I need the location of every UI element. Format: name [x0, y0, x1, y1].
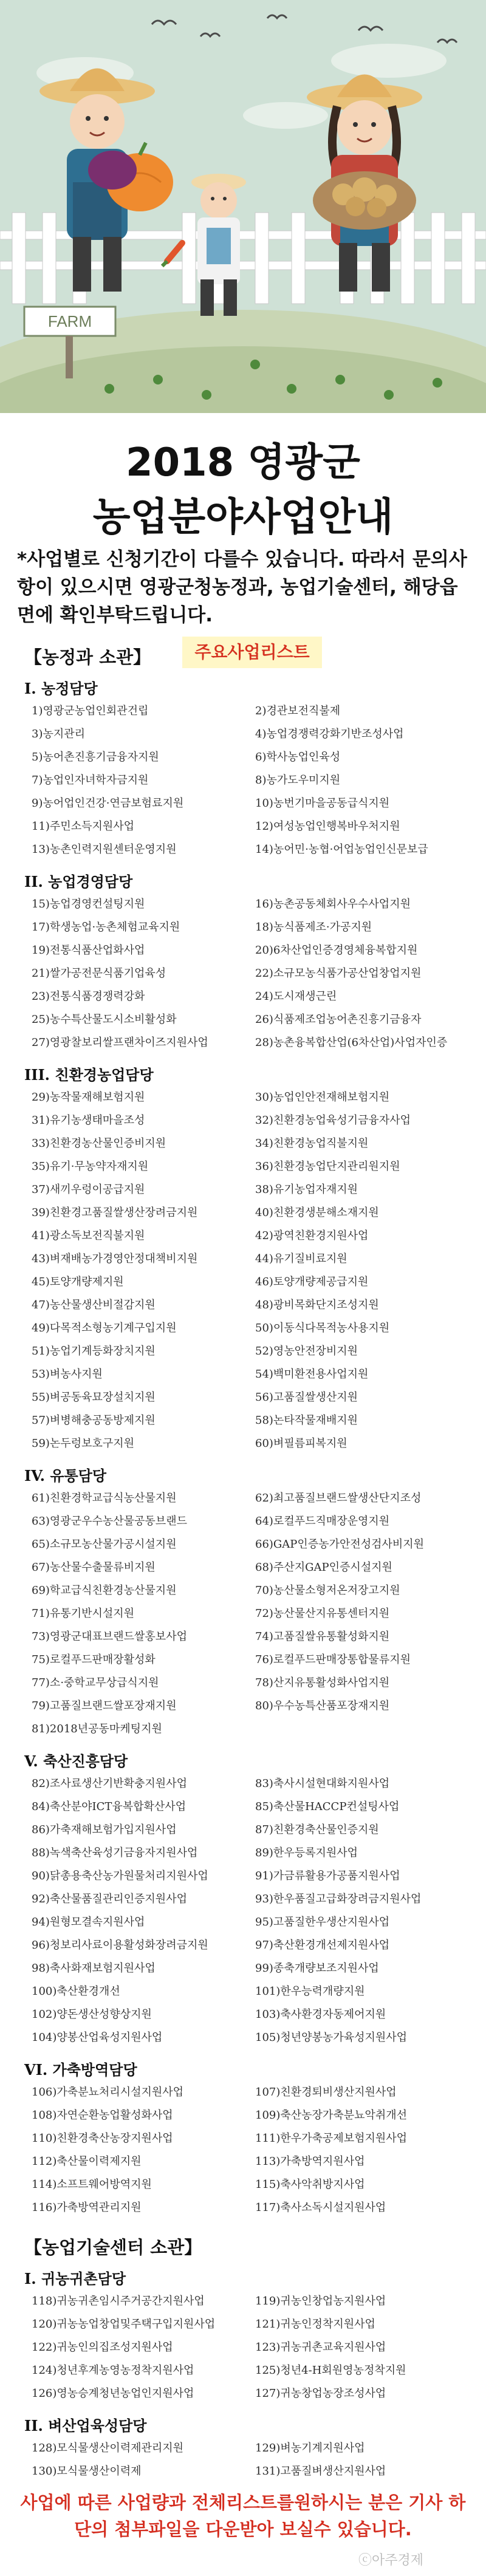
- project-item: 41)광소독보전직불지원: [32, 1229, 145, 1242]
- footer-notice: 사업에 따른 사업량과 전체리스트를원하시는 분은 기사 하단의 첨부파일을 다운받아 보실수 있습니다.: [20, 2492, 466, 2540]
- section-heading: III. 친환경농업담당: [24, 1066, 154, 1084]
- section-heading: VI. 가축방역담당: [24, 2061, 137, 2079]
- project-item: 79)고품질브랜드쌀포장재지원: [32, 1700, 177, 1712]
- project-item: 110)친환경축산농장지원사업: [32, 2132, 173, 2145]
- project-item: 50)이동식다목적농사용지원: [255, 1322, 390, 1334]
- page-title-line1: 2018 영광군: [126, 440, 360, 485]
- project-item: 71)유통기반시설지원: [32, 1607, 135, 1620]
- project-item: 86)가축재해보험가입지원사업: [32, 1823, 177, 1836]
- project-item: 122)귀농인의집조성지원사업: [32, 2341, 173, 2354]
- project-item: 12)여성농업인행복바우처지원: [255, 820, 400, 833]
- project-item: 93)한우품질고급화장려금지원사업: [255, 1893, 422, 1905]
- project-item: 76)로컬푸드판매장통합물류지원: [255, 1653, 411, 1666]
- project-item: 80)우수농특산품포장재지원: [255, 1700, 390, 1712]
- project-item: 46)토양개량제공급지원: [255, 1276, 369, 1288]
- project-item: 89)한우등록지원사업: [255, 1847, 358, 1859]
- project-item: 1)영광군농업인회관건립: [32, 705, 149, 717]
- project-item: 64)로컬푸드직매장운영지원: [255, 1515, 390, 1528]
- project-item: 20)6차산업인증경영체융복합지원: [255, 944, 418, 957]
- project-item: 73)영광군대표브랜드쌀홍보사업: [32, 1630, 187, 1643]
- project-item: 15)농업경영컨설팅지원: [32, 898, 145, 910]
- project-item: 34)친환경농업직불지원: [255, 1137, 369, 1150]
- project-item: 85)축산물HACCP컨설팅사업: [255, 1800, 400, 1813]
- project-item: 94)원형모결속지원사업: [32, 1916, 145, 1929]
- project-item: 16)농촌공동체회사우수사업지원: [255, 898, 411, 910]
- project-item: 65)소규모농산물가공시설지원: [32, 1538, 177, 1551]
- project-item: 52)영농안전장비지원: [255, 1345, 358, 1358]
- project-item: 125)청년4-H회원영농정착지원: [255, 2364, 406, 2377]
- project-item: 77)소·중학교무상급식지원: [32, 1676, 159, 1689]
- project-item: 107)친환경퇴비생산지원사업: [255, 2086, 397, 2099]
- project-item: 126)영농승계청년농업인지원사업: [32, 2387, 194, 2400]
- project-item: 74)고품질쌀유통활성화지원: [255, 1630, 390, 1643]
- farm-illustration: [0, 0, 486, 413]
- project-item: 91)가금류활용가공품지원사업: [255, 1870, 400, 1882]
- project-item: 88)녹색축산육성기금융자지원사업: [32, 1847, 198, 1859]
- project-item: 113)가축방역지원사업: [255, 2155, 365, 2168]
- project-item: 72)농산물산지유통센터지원: [255, 1607, 390, 1620]
- notice-text: *사업별로 신청기간이 다를수 있습니다. 따라서 문의사항이 있으시면 영광군청농정과, 농업기술센터, 해당읍면에 확인부탁드립니다.: [17, 548, 467, 626]
- watermark: ⓒ아주경제: [358, 2553, 424, 2568]
- project-item: 45)토양개량제지원: [32, 1276, 124, 1288]
- project-list: [0, 632, 486, 2478]
- banner-illustration: [0, 0, 486, 413]
- section-heading: I. 농정담당: [24, 680, 98, 697]
- project-item: 49)다목적소형농기계구입지원: [32, 1322, 177, 1334]
- project-item: 37)새끼우렁이공급지원: [32, 1183, 145, 1196]
- project-item: 106)가축분뇨처리시설지원사업: [32, 2086, 184, 2099]
- section-heading: IV. 유통담당: [24, 1467, 107, 1484]
- project-item: 44)유기질비료지원: [255, 1252, 347, 1265]
- project-item: 103)축사환경자동제어지원: [255, 2008, 386, 2021]
- project-item: 10)농번기마을공동급식지원: [255, 797, 390, 810]
- project-item: 123)귀농귀촌교육지원사업: [255, 2341, 386, 2354]
- project-item: 56)고품질쌀생산지원: [255, 1391, 358, 1404]
- project-item: 78)산지유통활성화사업지원: [255, 1676, 390, 1689]
- project-item: 117)축사소독시설지원사업: [255, 2201, 386, 2214]
- footer: [0, 2478, 486, 2576]
- project-item: 105)청년양봉농가육성지원사업: [255, 2031, 408, 2044]
- section-heading: II. 벼산업육성담당: [24, 2417, 147, 2434]
- section-heading: II. 농업경영담당: [24, 873, 133, 890]
- project-item: 32)친환경농업육성기금융자사업: [255, 1114, 411, 1127]
- project-item: 24)도시재생근린: [255, 990, 337, 1003]
- project-item: 104)양봉산업육성지원사업: [32, 2031, 163, 2044]
- project-item: 62)최고품질브랜드쌀생산단지조성: [255, 1492, 422, 1505]
- project-item: 83)축사시설현대화지원사업: [255, 1777, 390, 1790]
- project-item: 130)모식물생산이력제: [32, 2465, 142, 2478]
- project-item: 4)농업경쟁력강화기반조성사업: [255, 728, 404, 740]
- project-item: 36)친환경농업단지관리원지원: [255, 1160, 400, 1173]
- project-item: 127)귀농창업농장조성사업: [255, 2387, 386, 2400]
- project-item: 82)조사료생산기반확충지원사업: [32, 1777, 187, 1790]
- project-item: 68)주산지GAP인증시설지원: [255, 1561, 392, 1574]
- title-area: [0, 413, 486, 656]
- page-title-line2: 농업분야사업안내: [92, 495, 394, 540]
- project-item: 5)농어촌진흥기금융자지원: [32, 751, 159, 764]
- project-item: 121)귀농인정착지원사업: [255, 2318, 375, 2331]
- project-item: 129)벼농기계지원사업: [255, 2442, 365, 2455]
- project-item: 13)농촌인력지원센터운영지원: [32, 843, 177, 856]
- project-item: 11)주민소득지원사업: [32, 820, 135, 833]
- project-item: 38)유기농업자재지원: [255, 1183, 358, 1196]
- list-tag-badge: 주요사업리스트: [182, 637, 322, 668]
- project-item: 35)유기·무농약자재지원: [32, 1160, 149, 1173]
- project-item: 98)축사화재보험지원사업: [32, 1962, 156, 1975]
- project-item: 95)고품질한우생산지원사업: [255, 1916, 390, 1929]
- project-item: 102)양돈생산성향상지원: [32, 2008, 152, 2021]
- project-item: 116)가축방역관리지원: [32, 2201, 142, 2214]
- project-item: 42)광역친환경지원사업: [255, 1229, 369, 1242]
- project-item: 27)영광찰보리쌀프랜차이즈지원사업: [32, 1036, 208, 1049]
- project-item: 70)농산물소형저온저장고지원: [255, 1584, 400, 1597]
- project-item: 92)축산물품질관리인증지원사업: [32, 1893, 187, 1905]
- project-item: 54)백미환전용사업지원: [255, 1368, 369, 1381]
- project-item: 25)농수특산물도시소비활성화: [32, 1013, 177, 1026]
- project-item: 60)벼필름피복지원: [255, 1437, 347, 1450]
- project-item: 28)농촌융복합산업(6차산업)사업자인증: [255, 1036, 448, 1049]
- project-item: 26)식품제조업농어촌진흥기금융자: [255, 1013, 422, 1026]
- section-heading: I. 귀농귀촌담당: [24, 2270, 126, 2287]
- project-item: 30)농업인안전재해보험지원: [255, 1091, 390, 1104]
- dept-title-nongjeong: 【농정과 소관】: [24, 647, 151, 668]
- farm-sign-text: FARM: [47, 312, 92, 330]
- project-item: 19)전통식품산업화사업: [32, 944, 145, 957]
- project-item: 120)귀농농업창업및주택구입지원사업: [32, 2318, 216, 2331]
- project-item: 131)고품질벼생산지원사업: [255, 2465, 386, 2478]
- project-item: 90)닭총용축산농가원물처리지원사업: [32, 1870, 208, 1882]
- project-item: 101)한우능력개량지원: [255, 1985, 365, 1998]
- project-item: 6)학사농업인육성: [255, 751, 341, 764]
- project-item: 128)모식물생산이력제관리지원: [32, 2442, 184, 2455]
- project-item: 109)축산농장가축분뇨악취개선: [255, 2109, 408, 2122]
- project-item: 81)2018년공동마케팅지원: [32, 1723, 162, 1735]
- project-item: 22)소규모농식품가공산업창업지원: [255, 967, 422, 980]
- project-item: 21)쌀가공전문식품기업육성: [32, 967, 166, 980]
- project-item: 3)농지관리: [32, 728, 86, 740]
- project-item: 66)GAP인증농가안전성검사비지원: [255, 1538, 425, 1551]
- project-item: 124)청년후계농영농정착지원사업: [32, 2364, 194, 2377]
- project-item: 2)경관보전직불제: [255, 705, 341, 717]
- project-item: 63)영광군우수농산물공동브랜드: [32, 1515, 187, 1528]
- project-item: 7)농업인자녀학자금지원: [32, 774, 149, 787]
- project-item: 33)친환경농산물인증비지원: [32, 1137, 166, 1150]
- project-item: 61)친환경학교급식농산물지원: [32, 1492, 177, 1505]
- project-item: 48)광비목화단지조성지원: [255, 1299, 379, 1311]
- project-item: 31)유기농생태마을조성: [32, 1114, 145, 1127]
- project-item: 51)농업기계등화장치지원: [32, 1345, 156, 1358]
- project-item: 23)전통식품경쟁력강화: [32, 990, 145, 1003]
- project-item: 9)농어업인건강·연금보험료지원: [32, 797, 184, 810]
- project-item: 100)축산환경개선: [32, 1985, 120, 1998]
- project-item: 14)농어민·농협·어업농업인신문보급: [255, 843, 428, 856]
- project-item: 29)농작물재해보험지원: [32, 1091, 145, 1104]
- project-item: 75)로컬푸드판매장활성화: [32, 1653, 156, 1666]
- project-item: 84)축산분야ICT융복합확산사업: [32, 1800, 187, 1813]
- project-item: 96)청보리사료이용활성화장려금지원: [32, 1939, 208, 1952]
- project-item: 118)귀농귀촌임시주거공간지원사업: [32, 2295, 205, 2308]
- project-item: 59)논두렁보호구지원: [32, 1437, 135, 1450]
- project-item: 111)한우가축공제보험지원사업: [255, 2132, 408, 2145]
- project-item: 69)학교급식친환경농산물지원: [32, 1584, 177, 1597]
- project-item: 40)친환경생분해소재지원: [255, 1206, 379, 1219]
- section-heading: V. 축산진흥담당: [24, 1752, 128, 1770]
- project-item: 47)농산물생산비절감지원: [32, 1299, 156, 1311]
- project-item: 99)종축개량보조지원사업: [255, 1962, 379, 1975]
- project-item: 39)친환경고품질쌀생산장려금지원: [32, 1206, 198, 1219]
- project-item: 43)벼재배농가경영안정대책비지원: [32, 1252, 198, 1265]
- project-item: 58)논타작물재배지원: [255, 1414, 358, 1427]
- project-item: 115)축사악취방지사업: [255, 2178, 365, 2191]
- project-item: 114)소프트웨어방역지원: [32, 2178, 152, 2191]
- project-item: 53)벼농사지원: [32, 1368, 103, 1381]
- project-item: 8)농가도우미지원: [255, 774, 341, 787]
- project-item: 108)자연순환농업활성화사업: [32, 2109, 173, 2122]
- project-item: 112)축산물이력제지원: [32, 2155, 142, 2168]
- project-item: 87)친환경축산물인증지원: [255, 1823, 379, 1836]
- project-item: 55)벼공동육묘장설치지원: [32, 1391, 156, 1404]
- project-item: 57)벼병해충공동방제지원: [32, 1414, 156, 1427]
- project-item: 97)축산환경개선제지원사업: [255, 1939, 390, 1952]
- project-item: 119)귀농인창업농지원사업: [255, 2295, 386, 2308]
- project-item: 17)학생농업·농촌체험교육지원: [32, 921, 180, 934]
- dept-title-technology: 【농업기술센터 소관】: [24, 2237, 202, 2258]
- project-item: 18)농식품제조·가공지원: [255, 921, 372, 934]
- project-item: 67)농산물수출물류비지원: [32, 1561, 156, 1574]
